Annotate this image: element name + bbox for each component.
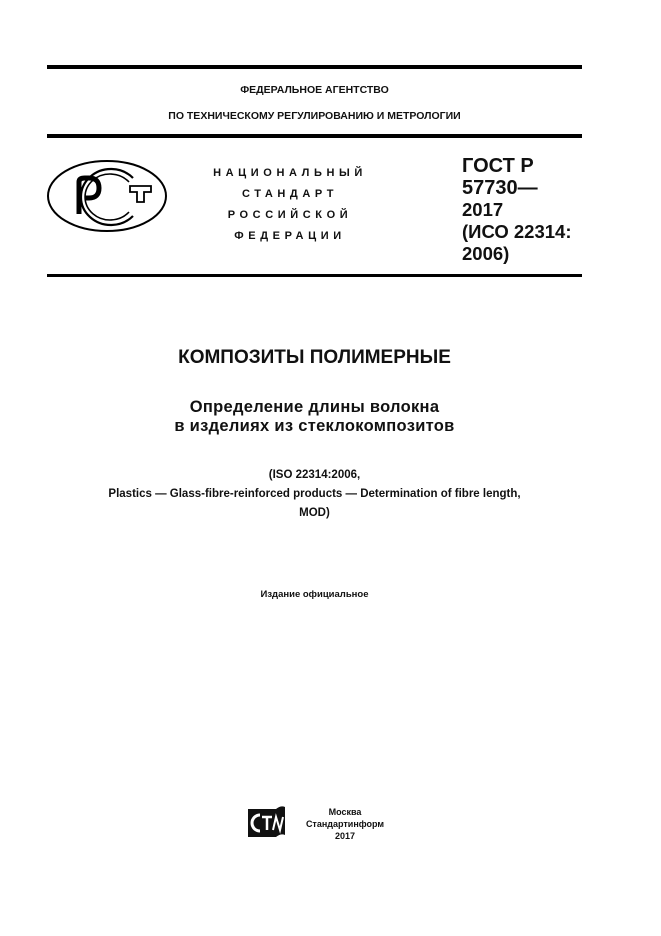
subtitle-line2: в изделиях из стеклокомпозитов [174, 417, 455, 435]
agency-name-line1: ФЕДЕРАЛЬНОЕ АГЕНТСТВО [240, 84, 389, 96]
masthead-bottom-rule [47, 274, 582, 277]
agency-name-line2: ПО ТЕХНИЧЕСКОМУ РЕГУЛИРОВАНИЮ И МЕТРОЛОГИИ [168, 110, 461, 122]
document-title: КОМПОЗИТЫ ПОЛИМЕРНЫЕ [178, 347, 451, 368]
designation-line: 2017 [462, 199, 504, 220]
national-standard-line: НАЦИОНАЛЬНЫЙ [213, 167, 367, 179]
designation-line: 57730— [462, 177, 538, 199]
standartinform-logo-icon [246, 805, 286, 840]
standard-designation [462, 155, 592, 265]
publisher-city: Москва [328, 807, 362, 817]
iso-reference [47, 466, 582, 523]
national-standard-line: РОССИЙСКОЙ [227, 209, 353, 221]
designation-line: 2006) [462, 243, 510, 264]
iso-line3: MOD) [299, 507, 330, 519]
official-edition-label: Издание официальное [260, 589, 369, 600]
iso-line1: (ISO 22314:2006, [268, 469, 361, 481]
iso-line2: Plastics — Glass-fibre-reinforced products — Determination of fibre length, [108, 488, 521, 500]
rst-gost-mark-icon [45, 158, 170, 234]
publisher-year: 2017 [334, 831, 356, 841]
publisher-info [295, 806, 395, 842]
national-standard-label [190, 163, 390, 247]
national-standard-line: ФЕДЕРАЦИИ [234, 230, 346, 242]
national-standard-line: СТАНДАРТ [241, 188, 339, 200]
designation-line: (ИСО 22314: [462, 221, 572, 242]
header-bottom-rule [47, 134, 582, 138]
top-rule [47, 65, 582, 69]
document-subtitle [47, 398, 582, 436]
publisher-name: Стандартинформ [305, 819, 385, 829]
subtitle-line1: Определение длины волокна [189, 398, 440, 416]
designation-line: ГОСТ Р [462, 155, 534, 177]
